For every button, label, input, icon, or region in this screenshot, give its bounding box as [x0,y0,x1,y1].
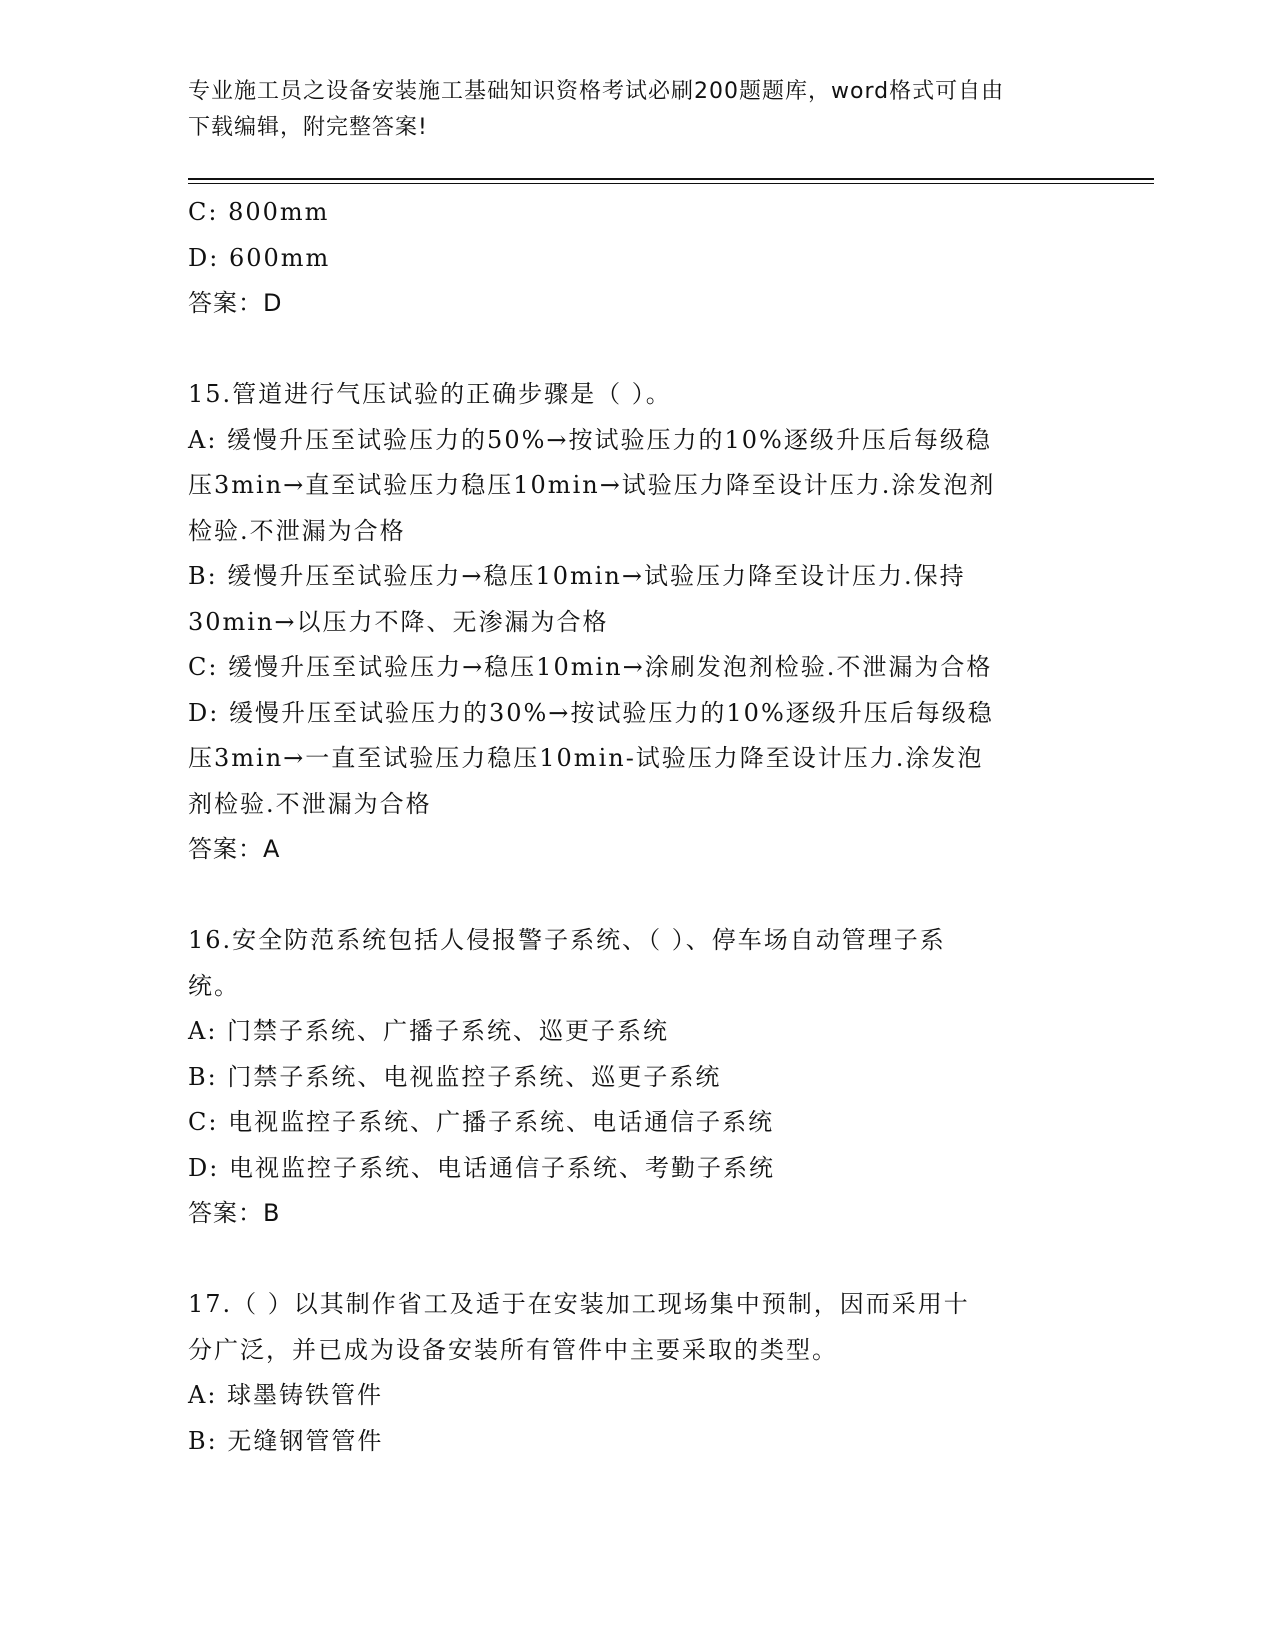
text-line: 15.管道进行气压试验的正确步骤是（ ）。 [188,380,672,408]
text-line: 剂检验.不泄漏为合格 [188,789,432,818]
answer-line: 答案：A [188,835,281,863]
question-content [188,190,1088,1464]
text-line: C: 800mm [188,198,330,226]
answer-line: 答案：D [188,289,283,317]
text-line: 16.安全防范系统包括人侵报警子系统、（ ）、停车场自动管理子系 [188,926,946,954]
answer-line: 答案：B [188,1199,281,1227]
text-line: 压3min→直至试验压力稳压10min→试验压力降至设计压力.涂发泡剂 [188,471,996,499]
text-line: C: 电视监控子系统、广播子系统、电话通信子系统 [188,1108,775,1136]
text-line: 检验.不泄漏为合格 [188,516,406,545]
paragraph-gap [188,1237,1088,1283]
page-header [188,74,1088,146]
text-line: B: 缓慢升压至试验压力→稳压10min→试验压力降至设计压力.保持 [188,562,966,590]
text-line: B: 门禁子系统、电视监控子系统、巡更子系统 [188,1062,722,1091]
text-line: C: 缓慢升压至试验压力→稳压10min→涂刷发泡剂检验.不泄漏为合格 [188,653,993,681]
text-line: A: 缓慢升压至试验压力的50%→按试验压力的10%逐级升压后每级稳 [188,425,992,454]
text-line: A: 球墨铸铁管件 [188,1381,384,1409]
text-line: D: 600mm [188,243,331,272]
text-line: 30min→以压力不降、无渗漏为合格 [188,607,609,636]
text-line: 17.（ ）以其制作省工及适于在安装加工现场集中预制，因而采用十 [188,1290,970,1318]
text-line: 统。 [188,971,240,1000]
text-line: A: 门禁子系统、广播子系统、巡更子系统 [188,1017,670,1045]
paragraph-gap [188,873,1088,919]
text-line: 压3min→一直至试验压力稳压10min-试验压力降至设计压力.涂发泡 [188,744,984,772]
text-line: D: 缓慢升压至试验压力的30%→按试验压力的10%逐级升压后每级稳 [188,698,994,727]
header-divider-thin [188,183,1154,184]
text-line: D: 电视监控子系统、电话通信子系统、考勤子系统 [188,1153,775,1182]
paragraph-gap [188,327,1088,373]
text-line: 分广泛，并已成为设备安装所有管件中主要采取的类型。 [188,1335,838,1364]
header-line-2: 下载编辑，附完整答案! [188,115,428,140]
text-line: B: 无缝钢管管件 [188,1426,384,1455]
header-divider-thick [188,178,1154,180]
header-line-1: 专业施工员之设备安装施工基础知识资格考试必刷200题题库，word格式可自由 [188,79,1005,104]
